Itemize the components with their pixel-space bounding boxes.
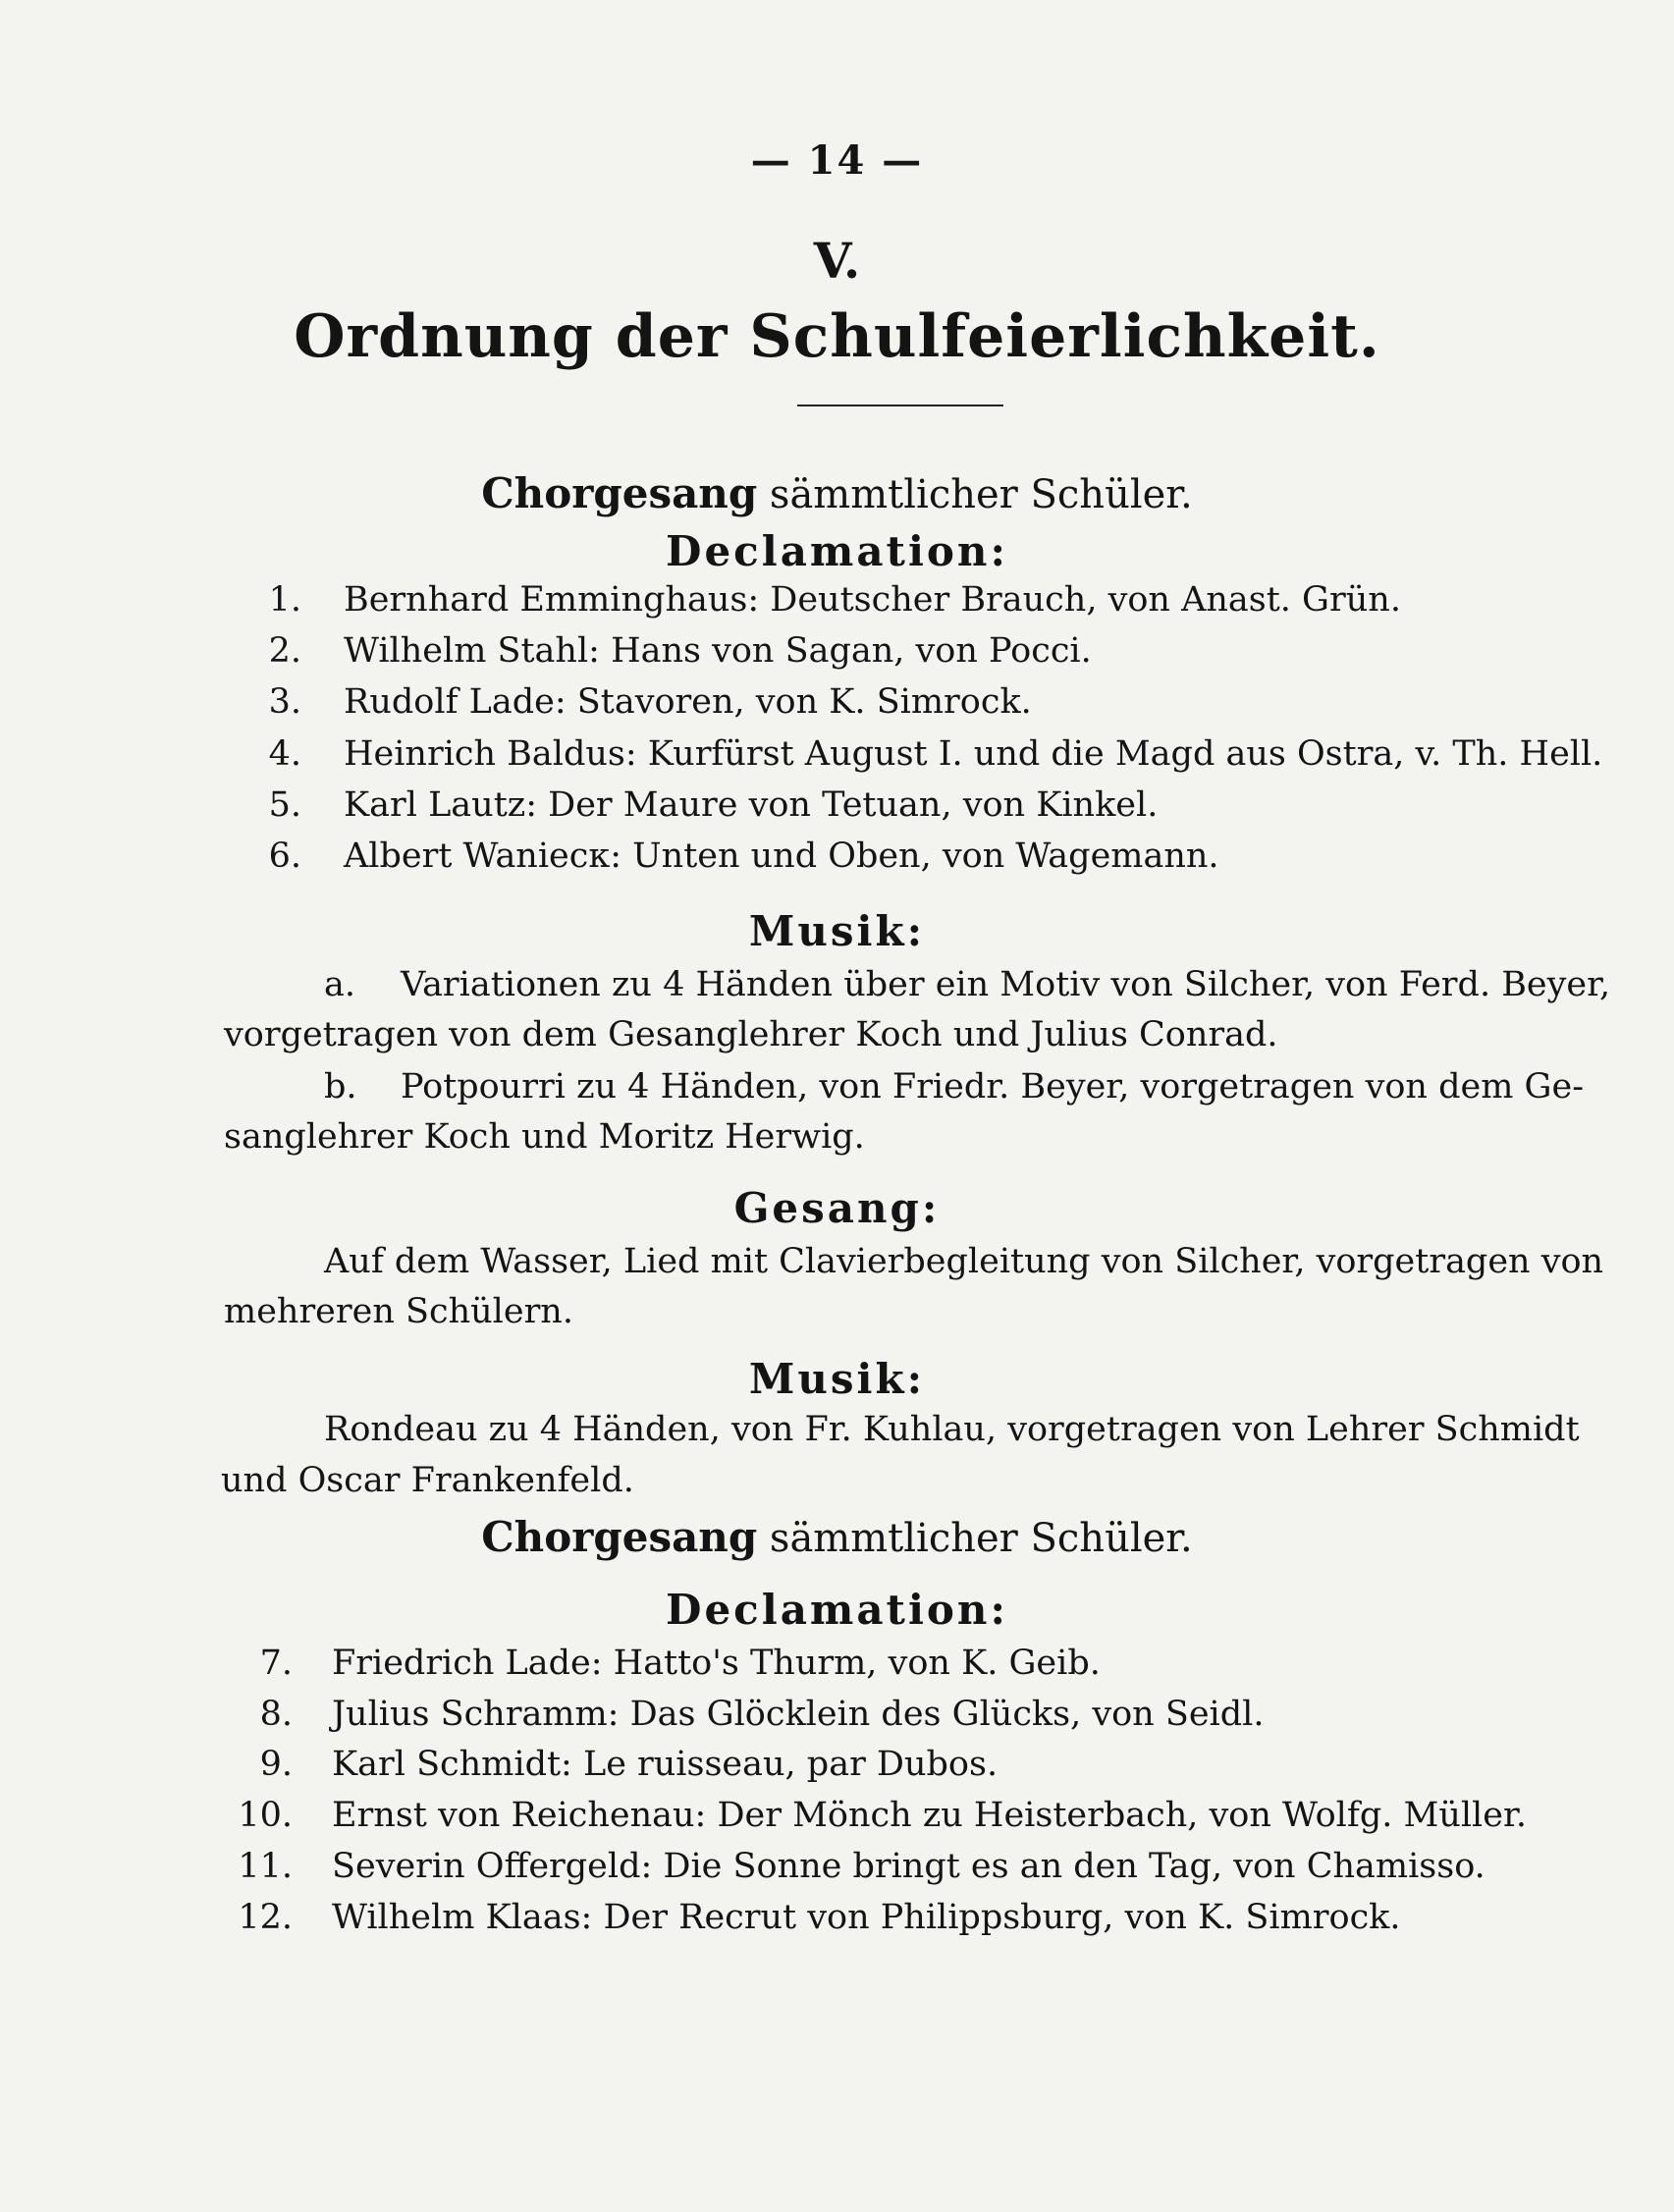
musik-2-line1: Rondeau zu 4 Händen, von Fr. Kuhlau, vorgetragen von Lehrer Schmidt xyxy=(324,1410,1580,1449)
list-item: Ernst von Reichenau: Der Mönch zu Heisterbach, von Wolfg. Müller. xyxy=(332,1796,1527,1835)
section-title: Ordnung der Schulfeierlichkeit. xyxy=(294,302,1380,371)
list-item-number: 2. xyxy=(268,631,301,671)
list-item-number: 4. xyxy=(268,734,301,774)
gesang-line1: Auf dem Wasser, Lied mit Clavierbegleitung von Silcher, vorgetragen von xyxy=(324,1242,1604,1281)
list-item: Wilhelm Stahl: Hans von Sagan, von Pocci. xyxy=(344,631,1092,671)
musik-b-line2: sanglehrer Koch und Moritz Herwig. xyxy=(224,1117,865,1157)
list-item: Severin Offergeld: Die Sonne bringt es an den Tag, von Chamisso. xyxy=(332,1847,1485,1886)
list-item: Heinrich Baldus: Kurfürst August I. und die Magd aus Ostra, v. Th. Hell. xyxy=(344,734,1603,774)
chorgesang-rest: sämmtlicher Schüler. xyxy=(757,472,1193,517)
chorgesang-label: Chorgesang xyxy=(481,1513,758,1561)
list-item-number: 1. xyxy=(268,580,301,620)
chorgesang-rest: sämmtlicher Schüler. xyxy=(757,1516,1193,1561)
list-item: Karl Lautz: Der Maure von Tetuan, von Kinkel. xyxy=(344,785,1159,825)
page-number: — 14 — xyxy=(750,137,924,184)
list-item: Friedrich Lade: Hatto's Thurm, von K. Geib. xyxy=(332,1644,1101,1683)
list-item-number: 9. xyxy=(259,1745,293,1784)
musik-a-line1: Variationen zu 4 Händen über ein Motiv von Silcher, von Ferd. Beyer, xyxy=(401,965,1611,1004)
gesang-heading: Gesang: xyxy=(733,1184,941,1232)
chorgesang-label: Chorgesang xyxy=(481,469,758,517)
musik-a-line2: vorgetragen von dem Gesanglehrer Koch und Julius Conrad. xyxy=(224,1015,1278,1054)
declamation-heading-2: Declamation: xyxy=(666,1586,1008,1634)
musik-a-label: a. xyxy=(324,965,355,1004)
gesang-line2: mehreren Schülern. xyxy=(224,1292,573,1331)
list-item: Albert Waniecк: Unten und Oben, von Wagemann. xyxy=(344,836,1219,876)
list-item-number: 8. xyxy=(259,1695,293,1734)
list-item: Rudolf Lade: Stavoren, von K. Simrock. xyxy=(344,682,1032,722)
list-item-number: 6. xyxy=(268,836,301,876)
list-item-number: 7. xyxy=(259,1644,293,1683)
declamation-heading-1: Declamation: xyxy=(666,527,1008,575)
list-item-number: 12. xyxy=(238,1898,293,1937)
musik-b-line1: Potpourri zu 4 Händen, von Friedr. Beyer, vorgetragen von dem Ge- xyxy=(401,1067,1585,1106)
list-item-number: 3. xyxy=(268,682,301,722)
musik-b-label: b. xyxy=(324,1067,357,1106)
title-divider xyxy=(797,405,1003,406)
chorgesang-heading-1 xyxy=(0,469,1674,517)
chorgesang-heading-2 xyxy=(0,1513,1674,1561)
list-item-number: 10. xyxy=(238,1796,293,1835)
list-item: Karl Schmidt: Le ruisseau, par Dubos. xyxy=(332,1745,999,1784)
list-item-number: 11. xyxy=(238,1847,293,1886)
list-item: Wilhelm Klaas: Der Recrut von Philippsburg, von K. Simrock. xyxy=(332,1898,1401,1937)
list-item: Julius Schramm: Das Glöcklein des Glücks, von Seidl. xyxy=(332,1695,1265,1734)
musik-heading-2: Musik: xyxy=(748,1355,926,1403)
musik-heading-1: Musik: xyxy=(748,907,926,955)
list-item: Bernhard Emminghaus: Deutscher Brauch, von Anast. Grün. xyxy=(344,580,1401,620)
musik-2-line2: und Oscar Frankenfeld. xyxy=(221,1461,634,1500)
section-numeral: V. xyxy=(813,232,861,290)
list-item-number: 5. xyxy=(268,785,301,825)
